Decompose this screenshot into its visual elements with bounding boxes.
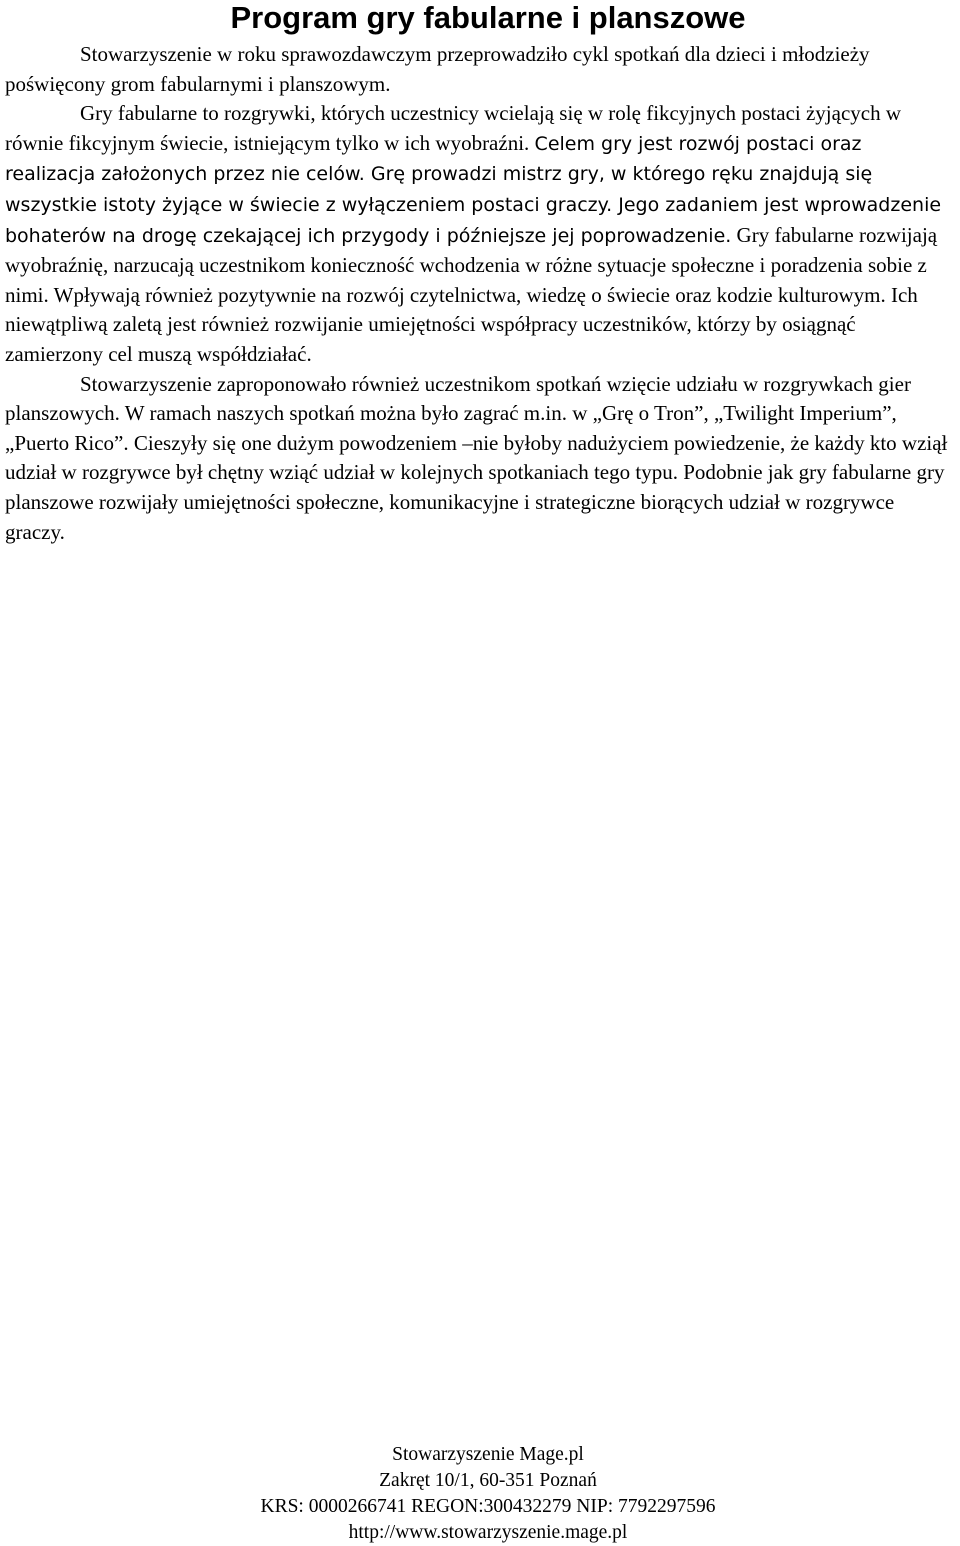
footer-registry-numbers: KRS: 0000266741 REGON:300432279 NIP: 7792297596 xyxy=(260,1496,716,1517)
paragraph-intro: Stowarzyszenie w roku sprawozdawczym przeprowadziło cykl spotkań dla dzieci i młodzieży poświęcony grom fabularnymi i planszowym. xyxy=(5,42,870,96)
paragraph-rpg-part-3: Gry fabularne rozwijają wyobraźnię, narzucają uczestnikom konieczność wchodzenia w różne sytuacje społeczne i poradzenia sobie z nimi. Wpływają również pozytywnie na rozwój czytelnictwa, wiedzę o świecie oraz kodzie kulturowym. Ich niewątpliwą zaletą jest również rozwijanie umiejętności współpracy uczestników, którzy by osiągnąć zamierzony cel muszą współdziałać. xyxy=(5,222,938,366)
paragraph-rpg xyxy=(5,99,957,369)
paragraph-board-games: Stowarzyszenie zaproponowało również uczestnikom spotkań wzięcie udziału w rozgrywkach gier planszowych. W ramach naszych spotkań można było zagrać m.in. w „Grę o Tron”, „Twilight Imperium”, „Puerto Rico”. Cieszyły się one dużym powodzeniem –nie byłoby nadużyciem powiedzenie, że każdy kto wziął udział w rozgrywce był chętny wziąć udział w kolejnych spotkaniach tego typu. Podobnie jak gry fabularne gry planszowe rozwijały umiejętności społeczne, komunikacyjne i strategiczne biorących udział w rozgrywce graczy. xyxy=(5,371,948,544)
page-title: Program gry fabularne i planszowe xyxy=(230,0,746,35)
footer-address: Zakręt 10/1, 60-351 Poznań xyxy=(379,1470,597,1491)
document-body xyxy=(5,40,957,547)
paragraph-rpg-part-1: Gry fabularne to rozgrywki, których uczestnicy wcielają się w rolę fikcyjnych postaci żyjących w równie fikcyjnym świecie, istniejącym tylko w ich wyobraźni. xyxy=(5,101,902,155)
footer-organization-name: Stowarzyszenie Mage.pl xyxy=(392,1444,584,1465)
footer xyxy=(0,1442,960,1546)
paragraph-rpg-part-2: Celem gry jest rozwój postaci oraz realizacja założonych przez nie celów. Grę prowadzi mistrz gry, w którego ręku znajdują się wszystkie istoty żyjące w świecie z wyłączeniem postaci graczy. Jego zadaniem jest wprowadzenie bohaterów na drogę czekającej ich przygody i późniejsze jej poprowadzenie. xyxy=(5,132,942,247)
footer-website-link[interactable]: http://www.stowarzyszenie.mage.pl xyxy=(348,1522,628,1543)
